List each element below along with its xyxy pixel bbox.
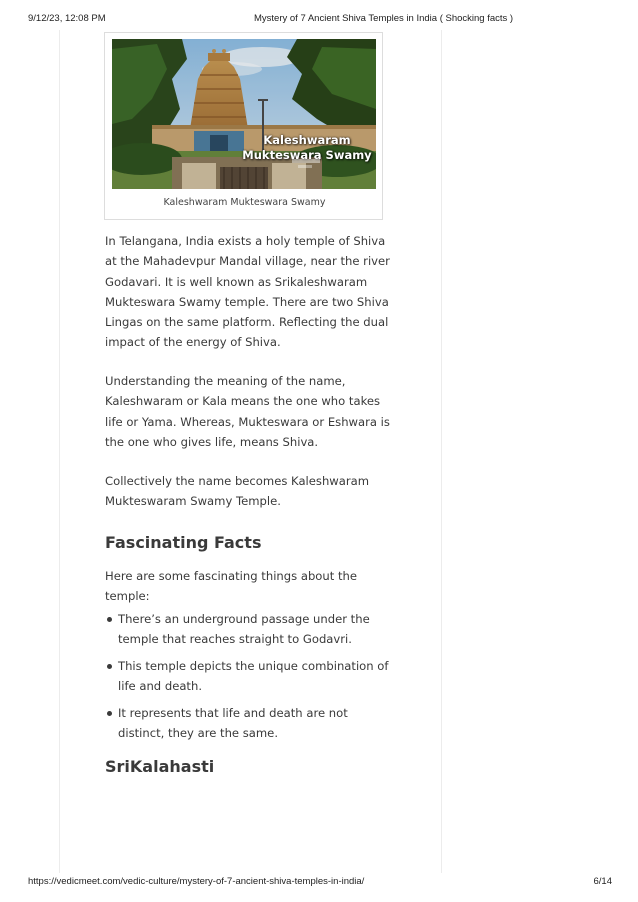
list-item-text: There’s an underground passage under the temple that reaches straight to Godavri. bbox=[118, 612, 370, 646]
list-item bbox=[105, 657, 395, 696]
print-footer bbox=[0, 876, 638, 890]
list-item bbox=[105, 610, 395, 649]
paragraph-collective-name: Collectively the name becomes Kaleshwaram Mukteswaram Swamy Temple. bbox=[105, 474, 370, 509]
watermark-mark bbox=[292, 159, 320, 163]
temple-figure bbox=[104, 32, 383, 220]
print-page-title: Mystery of 7 Ancient Shiva Temples in India ( Shocking facts ) bbox=[254, 13, 514, 24]
page-number: 6/14 bbox=[593, 876, 612, 887]
content-left-divider bbox=[59, 30, 60, 873]
list-item bbox=[105, 704, 395, 743]
paragraph-name-meaning: Understanding the meaning of the name, Kaleshwaram or Kala means the one who takes life or Yama. Whereas, Mukteswara or Eshwara is the one who gives life, means Shiva. bbox=[105, 374, 390, 449]
figure-caption: Kaleshwaram Mukteswara Swamy bbox=[163, 197, 326, 208]
print-datetime: 9/12/23, 12:08 PM bbox=[28, 13, 106, 24]
bullet-icon bbox=[107, 617, 112, 622]
print-url: https://vedicmeet.com/vedic-culture/mystery-of-7-ancient-shiva-temples-in-india/ bbox=[28, 876, 365, 887]
temple-photo bbox=[112, 39, 376, 189]
facts-list bbox=[105, 610, 395, 751]
paragraph-telangana: In Telangana, India exists a holy temple of Shiva at the Mahadevpur Mandal village, near the river Godavari. It is well known as Srikaleshwaram Mukteswara Swamy temple. There are two Shiva Lingas on the same platform. Reflecting the dual impact of the energy of Shiva. bbox=[105, 234, 390, 350]
watermark-mark-small bbox=[298, 165, 312, 168]
list-item-text: It represents that life and death are not distinct, they are the same. bbox=[118, 706, 348, 740]
heading-srikalahasti: SriKalahasti bbox=[105, 757, 215, 776]
bullet-icon bbox=[107, 664, 112, 669]
bullet-icon bbox=[107, 711, 112, 716]
print-header bbox=[0, 13, 638, 27]
list-item-text: This temple depicts the unique combination of life and death. bbox=[118, 659, 389, 693]
temple-photo-illustration bbox=[112, 39, 376, 189]
paragraph-facts-intro: Here are some fascinating things about the temple: bbox=[105, 569, 358, 604]
content-right-divider bbox=[441, 30, 442, 873]
photo-overlay-line1: Kaleshwaram bbox=[263, 133, 351, 147]
photo-overlay-line2: Mukteswara Swamy bbox=[242, 148, 372, 162]
heading-fascinating-facts: Fascinating Facts bbox=[105, 533, 262, 552]
